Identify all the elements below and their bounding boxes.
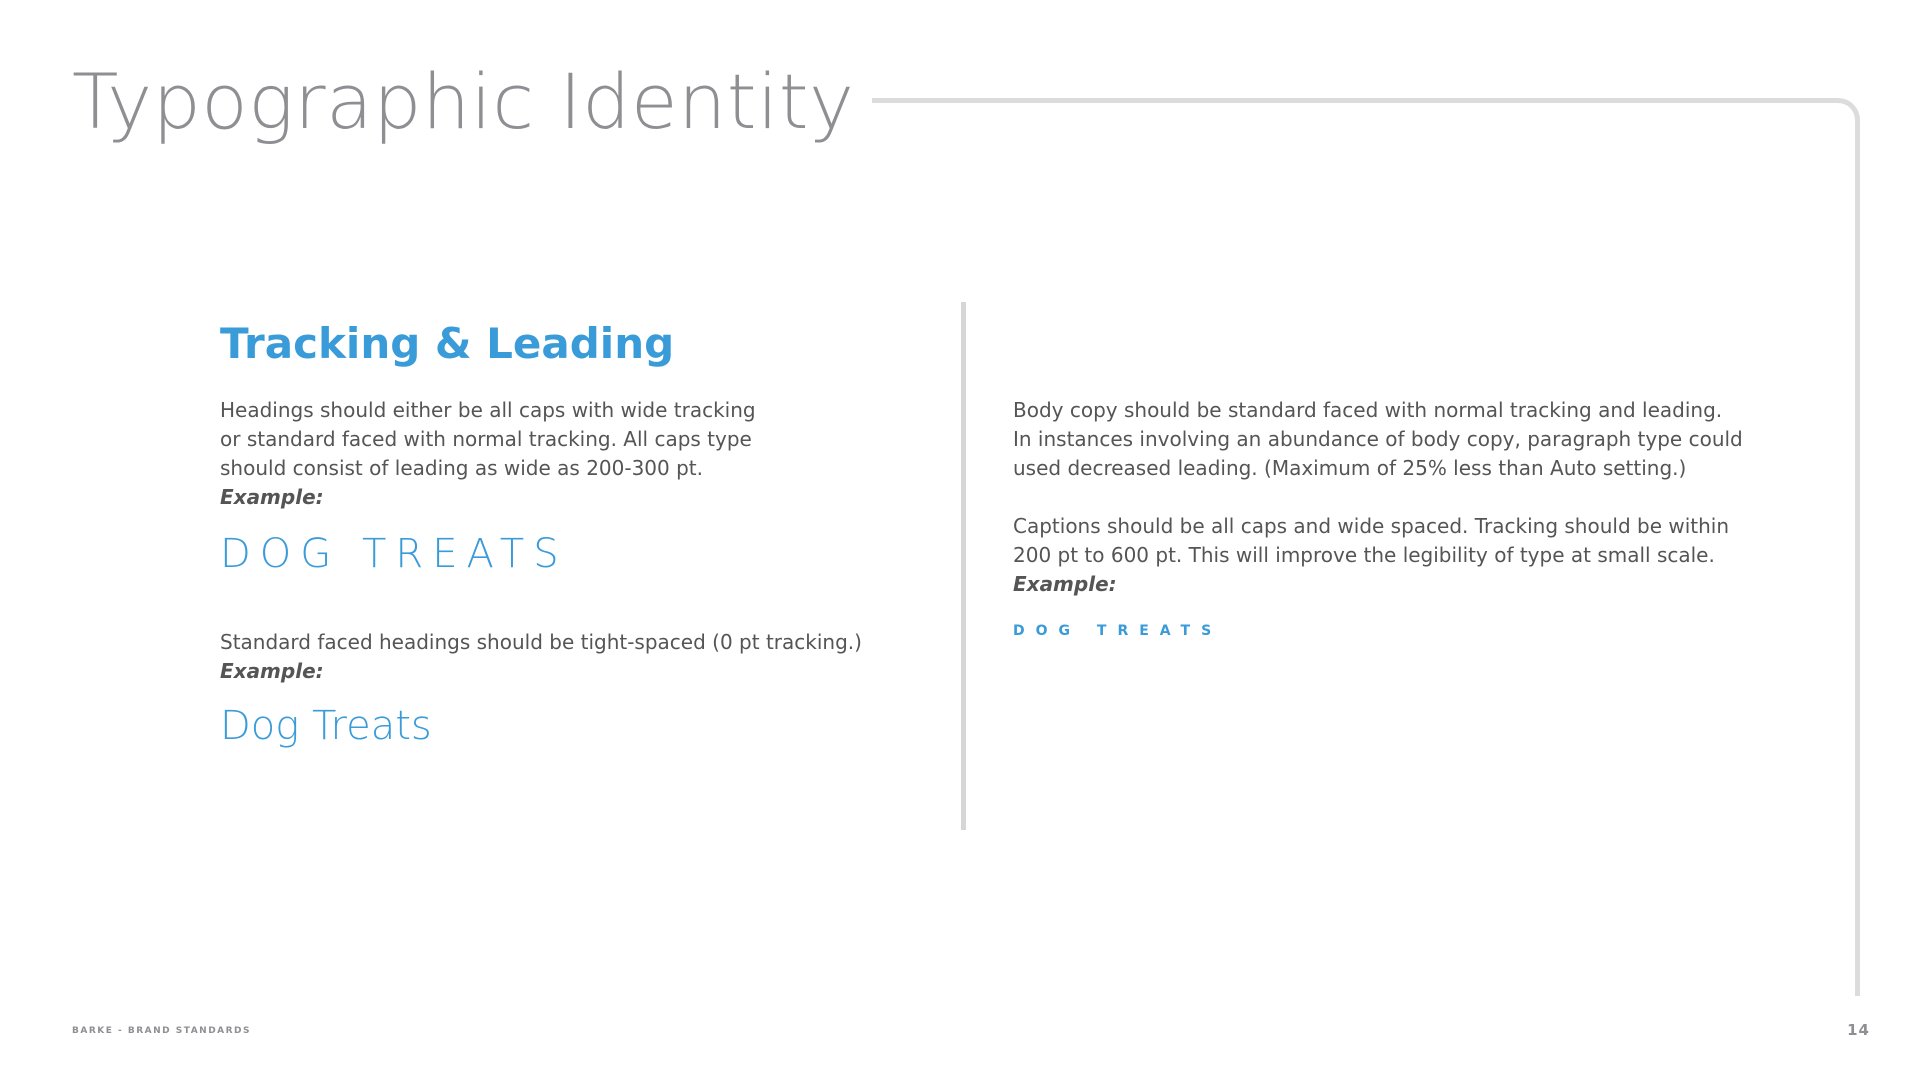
section-heading: Tracking & Leading: [220, 319, 675, 368]
caption-paragraph-line-1: Captions should be all caps and wide spaced. Tracking should be within: [1013, 514, 1730, 538]
body-paragraph-line-2: In instances involving an abundance of body copy, paragraph type could: [1013, 427, 1743, 451]
page-title: Typographic Identity: [72, 57, 855, 146]
body-copy-paragraph: [1013, 396, 1813, 483]
column-divider: [961, 302, 966, 830]
body-paragraph-line-3: used decreased leading. (Maximum of 25% less than Auto setting.): [1013, 456, 1687, 480]
caption-example-label: Example:: [1013, 572, 1117, 596]
left-column: [220, 396, 920, 750]
caption-example-text: DOG TREATS: [1013, 623, 1223, 639]
caps-paragraph-line-2: or standard faced with normal tracking. All caps type: [220, 427, 752, 451]
caps-heading-paragraph: [220, 396, 920, 512]
body-paragraph-line-1: Body copy should be standard faced with normal tracking and leading.: [1013, 398, 1723, 422]
caps-example-text: DOG TREATS: [220, 531, 568, 577]
page-number: 14: [1847, 1021, 1870, 1039]
standard-paragraph-text: Standard faced headings should be tight-spaced (0 pt tracking.): [220, 630, 862, 654]
caps-paragraph-line-1: Headings should either be all caps with wide tracking: [220, 398, 756, 422]
right-column: [1013, 396, 1813, 641]
standard-example-label: Example:: [220, 659, 324, 683]
standard-heading-paragraph: [220, 628, 920, 686]
caption-paragraph: [1013, 512, 1813, 599]
caps-example-label: Example:: [220, 485, 324, 509]
caption-paragraph-line-2: 200 pt to 600 pt. This will improve the legibility of type at small scale.: [1013, 543, 1715, 567]
standard-example-text: Dog Treats: [220, 703, 432, 749]
footer-brand-label: BARKE - BRAND STANDARDS: [72, 1026, 252, 1036]
caps-paragraph-line-3: should consist of leading as wide as 200-300 pt.: [220, 456, 704, 480]
